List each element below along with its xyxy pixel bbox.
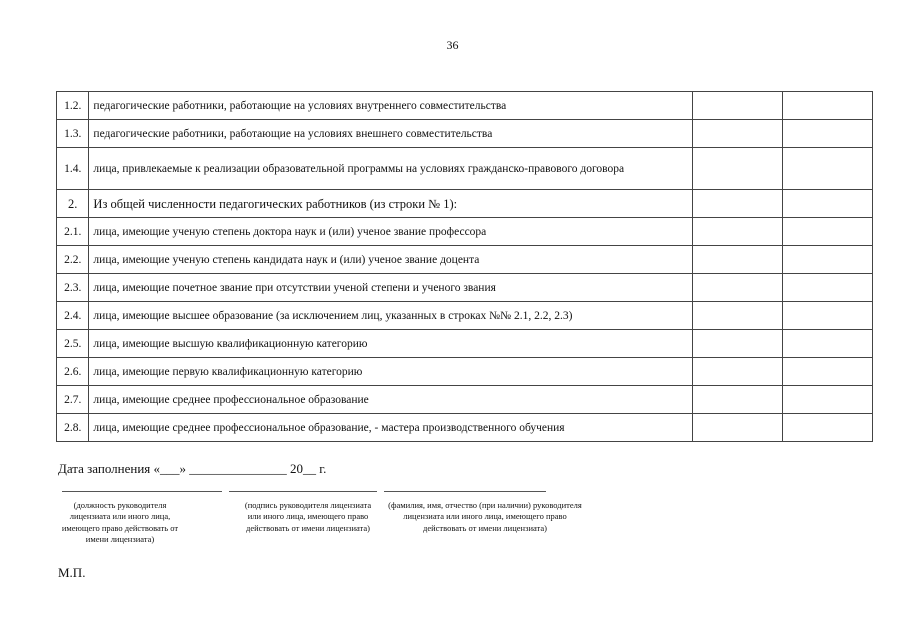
value-cell[interactable] [692, 414, 782, 442]
value-cell[interactable] [782, 302, 872, 330]
position-caption: (должность руководителя лицензиата или иного лица, имеющего право действовать от имени лицензиата) [61, 500, 179, 544]
row-text: лица, имеющие ученую степень доктора наук и (или) ученое звание профессора [89, 218, 692, 246]
signature-caption: (подпись руководителя лицензиата или иного лица, имеющего право действовать от имени лицензиата) [244, 500, 372, 533]
row-number: 2.1. [57, 218, 89, 246]
row-text: педагогические работники, работающие на условиях внутреннего совместительства [89, 92, 692, 120]
row-text: лица, имеющие среднее профессиональное образование, - мастера производственного обучения [89, 414, 692, 442]
row-number: 1.4. [57, 148, 89, 190]
value-cell[interactable] [782, 148, 872, 190]
page-number: 36 [446, 38, 459, 52]
table-row [57, 386, 873, 414]
value-cell[interactable] [782, 358, 872, 386]
value-cell[interactable] [782, 190, 872, 218]
fill-date-line: Дата заполнения «___» _______________ 20__ г. [58, 461, 327, 476]
row-number: 2. [57, 190, 89, 218]
value-cell[interactable] [692, 148, 782, 190]
value-cell[interactable] [782, 92, 872, 120]
table-row [57, 302, 873, 330]
row-number: 2.8. [57, 414, 89, 442]
row-text: Из общей численности педагогических работников (из строки № 1): [89, 190, 692, 218]
table-row [57, 92, 873, 120]
table-row [57, 120, 873, 148]
row-text: лица, имеющие высшее образование (за исключением лиц, указанных в строках №№ 2.1, 2.2, 2.3) [89, 302, 692, 330]
table-row [57, 358, 873, 386]
value-cell[interactable] [782, 330, 872, 358]
row-number: 2.7. [57, 386, 89, 414]
row-text: лица, имеющие среднее профессиональное образование [89, 386, 692, 414]
row-number: 2.5. [57, 330, 89, 358]
row-text: лица, имеющие ученую степень кандидата наук и (или) ученое звание доцента [89, 246, 692, 274]
row-text: лица, имеющие почетное звание при отсутствии ученой степени и ученого звания [89, 274, 692, 302]
value-cell[interactable] [782, 218, 872, 246]
value-cell[interactable] [692, 330, 782, 358]
row-number: 1.3. [57, 120, 89, 148]
value-cell[interactable] [782, 414, 872, 442]
row-text: лица, имеющие высшую квалификационную категорию [89, 330, 692, 358]
table-row [57, 274, 873, 302]
stamp-mark: М.П. [58, 565, 86, 580]
value-cell[interactable] [692, 386, 782, 414]
value-cell[interactable] [782, 386, 872, 414]
value-cell[interactable] [692, 92, 782, 120]
row-text: педагогические работники, работающие на условиях внешнего совместительства [89, 120, 692, 148]
value-cell[interactable] [692, 246, 782, 274]
row-number: 1.2. [57, 92, 89, 120]
position-signature-line [62, 491, 222, 492]
report-table [56, 91, 873, 442]
table-row [57, 330, 873, 358]
value-cell[interactable] [692, 302, 782, 330]
table-row [57, 148, 873, 190]
row-number: 2.4. [57, 302, 89, 330]
value-cell[interactable] [692, 218, 782, 246]
value-cell[interactable] [692, 274, 782, 302]
value-cell[interactable] [782, 120, 872, 148]
row-number: 2.2. [57, 246, 89, 274]
table-row [57, 190, 873, 218]
name-caption: (фамилия, имя, отчество (при наличии) руководителя лицензиата или иного лица, имеющего право действовать от имени лицензиата) [388, 500, 582, 533]
value-cell[interactable] [692, 358, 782, 386]
signature-line [229, 491, 377, 492]
name-signature-line [384, 491, 546, 492]
value-cell[interactable] [692, 190, 782, 218]
row-text: лица, имеющие первую квалификационную категорию [89, 358, 692, 386]
row-number: 2.6. [57, 358, 89, 386]
table-row [57, 414, 873, 442]
value-cell[interactable] [782, 246, 872, 274]
value-cell[interactable] [782, 274, 872, 302]
table-row [57, 246, 873, 274]
table-row [57, 218, 873, 246]
row-number: 2.3. [57, 274, 89, 302]
value-cell[interactable] [692, 120, 782, 148]
row-text: лица, привлекаемые к реализации образовательной программы на условиях гражданско-правового договора [89, 148, 692, 190]
